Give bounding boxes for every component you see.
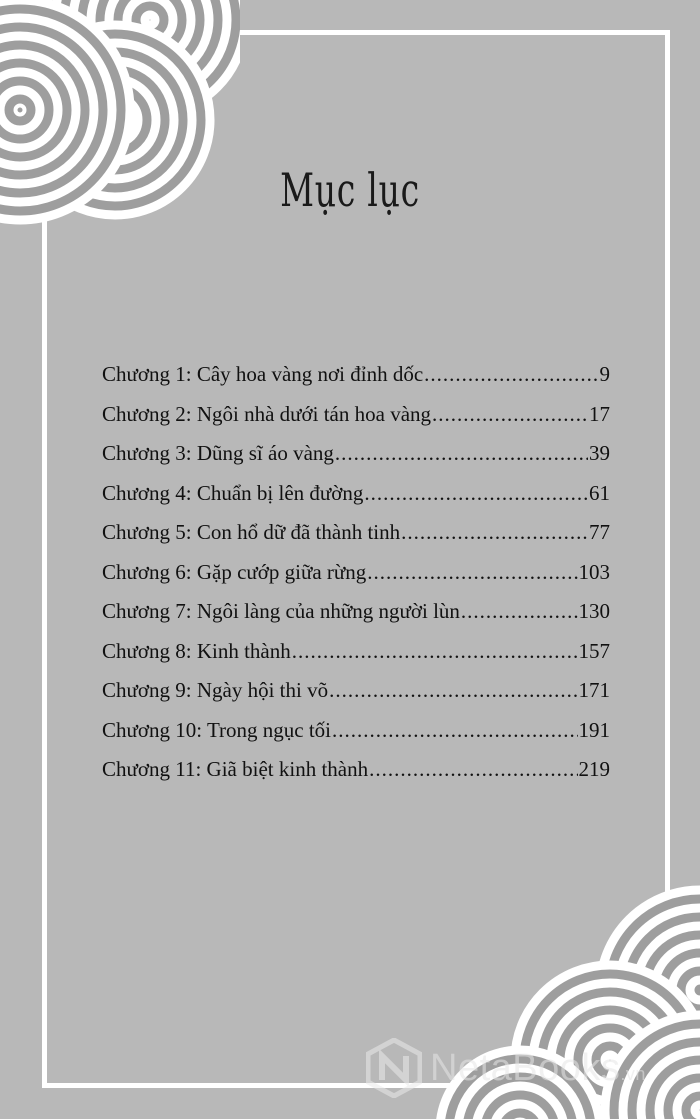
toc-entry-label: Chương 5: Con hổ dữ đã thành tinh	[102, 520, 401, 544]
toc-entry-page-number: 103	[578, 559, 610, 584]
toc-entry-label: Chương 8: Kinh thành	[102, 638, 291, 663]
toc-entry-page-number: 61	[589, 480, 610, 505]
toc-entry-page-number: 219	[578, 757, 610, 781]
toc-entry-page-number: 130	[578, 599, 610, 623]
toc-entry-page-number: 17	[589, 401, 610, 426]
watermark-text: NetaBooks.vn	[430, 1046, 646, 1089]
toc-entry-page-number: 9	[599, 362, 610, 386]
toc-entry-label: Chương 7: Ngôi làng của những người lùn	[102, 599, 460, 623]
toc-entry-page-number: 77	[589, 520, 610, 544]
toc-entry-label: Chương 9: Ngày hội thi võ	[102, 678, 329, 702]
toc-entry-label: Chương 4: Chuẩn bị lên đường	[102, 480, 364, 505]
toc-entry-label: Chương 6: Gặp cướp giữa rừng	[102, 559, 367, 584]
watermark	[366, 1038, 646, 1098]
page-title: Mục lục	[280, 162, 420, 217]
toc-entry-label: Chương 10: Trong ngục tối	[102, 717, 332, 742]
toc-entry-label: Chương 11: Giã biệt kinh thành	[102, 757, 369, 781]
toc-entry-page-number: 171	[578, 678, 610, 702]
toc-entry-label: Chương 1: Cây hoa vàng nơi đỉnh dốc	[102, 362, 424, 386]
toc-entry-page-number: 157	[578, 638, 610, 663]
toc-entry-label: Chương 3: Dũng sĩ áo vàng	[102, 441, 334, 465]
toc-entry-page-number: 39	[589, 441, 610, 465]
netabooks-logo-icon	[366, 1038, 422, 1098]
toc-entry-page-number: 191	[578, 717, 610, 742]
toc-entry-label: Chương 2: Ngôi nhà dưới tán hoa vàng	[102, 401, 432, 426]
